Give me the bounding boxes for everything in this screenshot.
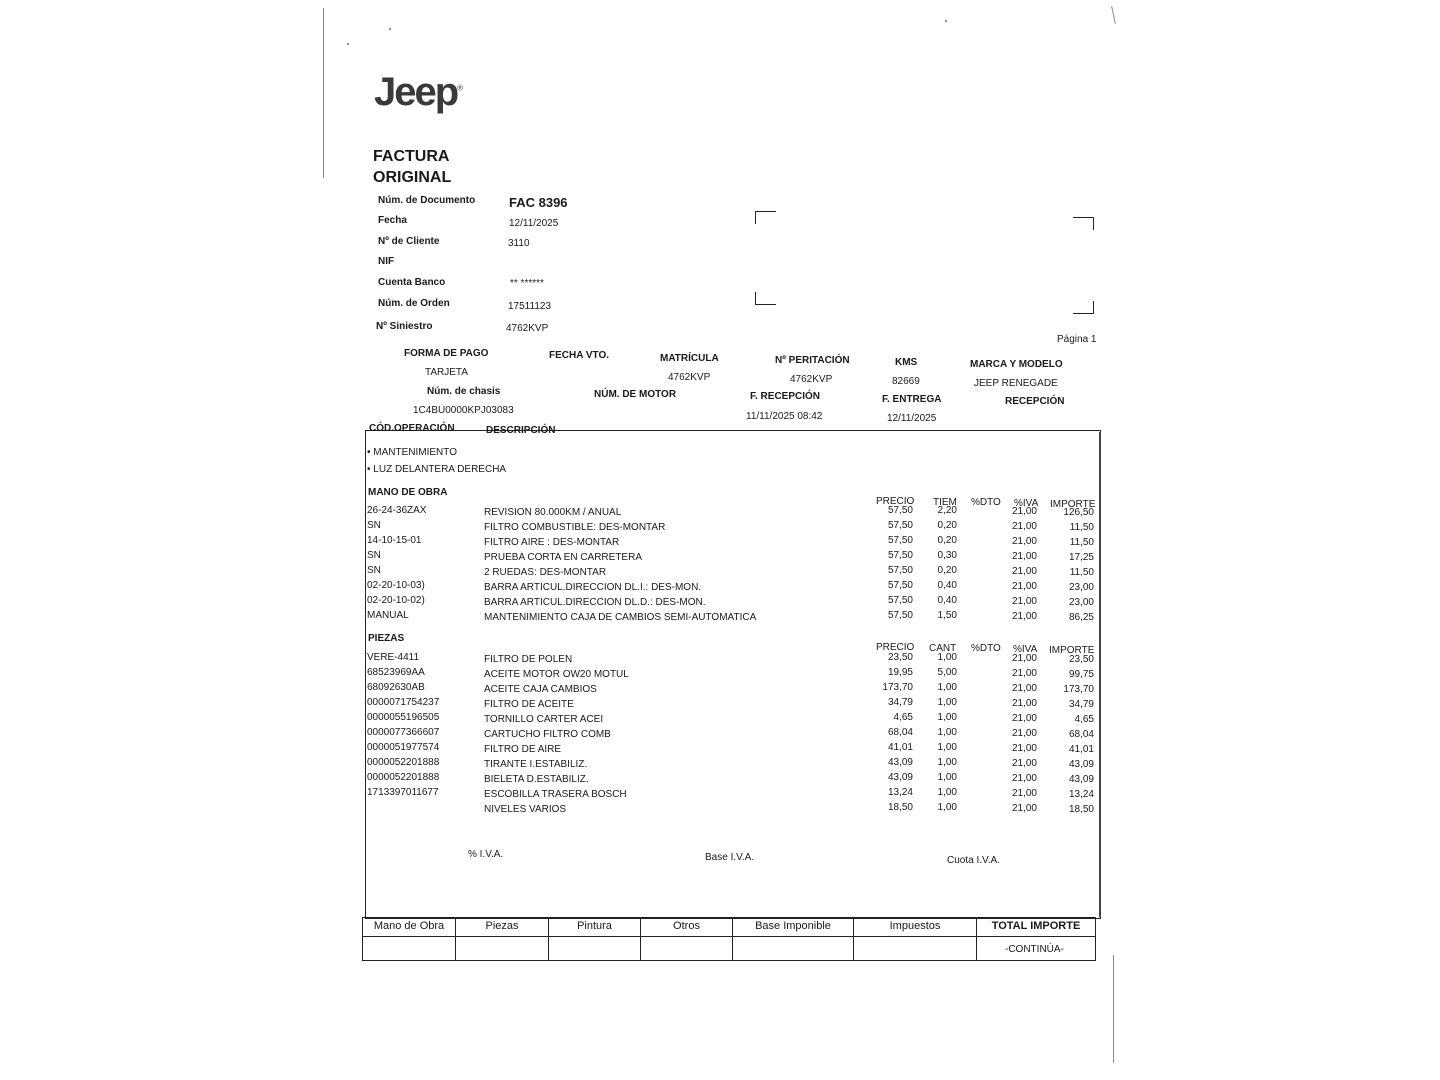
- labor-col-time: TIEM: [933, 497, 957, 508]
- labor-line-price: 57,50: [887, 610, 913, 621]
- labor-line-vat: 21,00: [1011, 506, 1037, 517]
- scan-edge-bottom-right: [1113, 955, 1114, 1063]
- part-line-quantity: 1,00: [937, 802, 957, 813]
- part-line-code: 0000051977574: [367, 742, 440, 753]
- labor-line-code: 02-20-10-03): [367, 580, 425, 591]
- field-label-bank: Cuenta Banco: [378, 277, 446, 288]
- labor-line-quantity: 0,20: [937, 535, 957, 546]
- totals-label-taxable-base: Base Imponible: [755, 920, 831, 932]
- totals-label-total: TOTAL IMPORTE: [991, 920, 1081, 932]
- totals-label-parts: Piezas: [485, 920, 519, 932]
- tax-label-vat-amount: Cuota I.V.A.: [947, 855, 1000, 866]
- totals-cell-total: [977, 918, 1095, 960]
- totals-label-others: Otros: [673, 920, 700, 932]
- field-label-doc-number: Núm. de Documento: [378, 195, 476, 206]
- field-value-claim: 4762KVP: [506, 323, 549, 334]
- section-title-parts: PIEZAS: [368, 633, 405, 644]
- labor-line-code: MANUAL: [367, 610, 409, 621]
- info-header-delivery-date: F. ENTREGA: [882, 394, 942, 405]
- totals-divider: [641, 936, 732, 937]
- note-maintenance: MANTENIMIENTO: [373, 447, 457, 458]
- part-line-description: ACEITE CAJA CAMBIOS: [484, 684, 597, 695]
- part-line-vat: 21,00: [1011, 728, 1037, 739]
- part-line-code: 1713397011677: [367, 787, 439, 798]
- part-line-price: 19,95: [887, 667, 913, 678]
- part-line-vat: 21,00: [1011, 803, 1037, 814]
- continua-label: -CONTINÚA-: [1005, 944, 1064, 955]
- field-value-order: 17511123: [508, 301, 552, 312]
- parts-col-vat: %IVA: [1013, 644, 1038, 655]
- scan-speck: [347, 43, 349, 45]
- totals-divider: [549, 936, 640, 937]
- labor-line-quantity: 0,20: [937, 520, 957, 531]
- info-value-payment: TARJETA: [425, 367, 468, 378]
- totals-label-taxes: Impuestos: [889, 920, 941, 932]
- labor-line-quantity: 0,40: [937, 595, 957, 606]
- part-line-quantity: 1,00: [937, 727, 957, 738]
- info-value-chassis: 1C4BU0000KPJ03083: [413, 405, 514, 416]
- labor-line-description: REVISION 80.000KM / ANUAL: [484, 507, 622, 518]
- scan-edge-top-right: [1111, 6, 1116, 24]
- part-line-quantity: 1,00: [937, 772, 957, 783]
- totals-divider: [854, 936, 976, 937]
- totals-cell-paint: [549, 918, 641, 960]
- labor-line-vat: 21,00: [1011, 551, 1037, 562]
- page-number: Página 1: [1057, 334, 1097, 345]
- part-line-vat: 21,00: [1011, 668, 1037, 679]
- part-line-quantity: 1,00: [937, 742, 957, 753]
- part-line-price: 23,50: [887, 652, 913, 663]
- labor-line-vat: 21,00: [1011, 566, 1037, 577]
- parts-col-amount: IMPORTE: [1049, 645, 1095, 656]
- totals-cell-taxable-base: [733, 918, 854, 960]
- labor-line-amount: 86,25: [1068, 612, 1094, 623]
- labor-line-quantity: 1,50: [937, 610, 957, 621]
- info-header-plate: MATRÍCULA: [660, 353, 719, 364]
- part-line-price: 173,70: [882, 682, 913, 693]
- part-line-vat: 21,00: [1011, 653, 1037, 664]
- part-line-amount: 99,75: [1068, 669, 1094, 680]
- field-label-date: Fecha: [378, 215, 407, 226]
- labor-line-amount: 23,00: [1068, 582, 1094, 593]
- info-header-make-model: MARCA Y MODELO: [970, 359, 1063, 370]
- labor-line-amount: 17,25: [1068, 552, 1094, 563]
- field-value-bank: ** ******: [510, 278, 544, 289]
- address-bracket-top-right: [1073, 217, 1094, 230]
- info-header-kms: KMS: [895, 357, 918, 368]
- part-line-amount: 43,09: [1068, 759, 1094, 770]
- jeep-logo: Jeep®: [374, 70, 464, 114]
- part-line-description: CARTUCHO FILTRO COMB: [484, 729, 611, 740]
- totals-cell-others: [641, 918, 733, 960]
- labor-line-price: 57,50: [887, 550, 913, 561]
- labor-line-quantity: 2,20: [937, 505, 957, 516]
- parts-col-discount: %DTO: [971, 643, 1001, 654]
- labor-col-amount: IMPORTE: [1050, 499, 1096, 510]
- labor-line-vat: 21,00: [1011, 596, 1037, 607]
- part-line-amount: 23,50: [1068, 654, 1094, 665]
- part-line-price: 68,04: [887, 727, 913, 738]
- note-line: • MANTENIMIENTO: [367, 447, 457, 458]
- part-line-amount: 43,09: [1068, 774, 1094, 785]
- info-header-engine: NÚM. DE MOTOR: [594, 389, 677, 400]
- labor-line-vat: 21,00: [1011, 581, 1037, 592]
- part-line-code: 0000071754237: [367, 697, 440, 708]
- part-line-quantity: 1,00: [937, 757, 957, 768]
- part-line-vat: 21,00: [1011, 698, 1037, 709]
- part-line-price: 43,09: [887, 772, 913, 783]
- part-line-vat: 21,00: [1011, 683, 1037, 694]
- scan-speck: [389, 28, 391, 30]
- field-value-date: 12/11/2025: [509, 218, 559, 229]
- info-value-plate: 4762KVP: [668, 372, 711, 383]
- labor-line-amount: 11,50: [1069, 522, 1094, 533]
- part-line-amount: 4,65: [1074, 714, 1094, 725]
- field-label-client: Nº de Cliente: [378, 236, 440, 247]
- labor-line-quantity: 0,20: [937, 565, 957, 576]
- part-line-description: ESCOBILLA TRASERA BOSCH: [484, 789, 627, 800]
- labor-line-code: 14-10-15-01: [367, 535, 422, 546]
- info-header-due-date: FECHA VTO.: [549, 350, 610, 361]
- parts-col-quantity: CANT: [929, 643, 957, 654]
- part-line-vat: 21,00: [1011, 743, 1037, 754]
- table-header-code: CÓD.OPERACIÓN: [369, 423, 455, 434]
- totals-cell-labor: [363, 918, 456, 960]
- labor-line-amount: 126,50: [1063, 507, 1094, 518]
- part-line-code: 0000055196505: [367, 712, 440, 723]
- info-header-reception: RECEPCIÓN: [1005, 396, 1065, 407]
- part-line-quantity: 1,00: [937, 682, 957, 693]
- labor-line-price: 57,50: [887, 505, 913, 516]
- part-line-price: 13,24: [887, 787, 913, 798]
- part-line-amount: 41,01: [1068, 744, 1094, 755]
- labor-col-discount: %DTO: [971, 497, 1001, 508]
- field-label-claim: Nº Siniestro: [376, 321, 433, 332]
- info-header-appraisal: Nº PERITACIÓN: [775, 355, 850, 366]
- part-line-code: VERE-4411: [367, 652, 420, 663]
- part-line-quantity: 1,00: [937, 787, 957, 798]
- labor-line-quantity: 0,30: [937, 550, 957, 561]
- totals-cell-taxes: [854, 918, 977, 960]
- address-bracket-bottom-left: [755, 292, 776, 305]
- info-header-chassis: Núm. de chasis: [427, 386, 501, 397]
- labor-line-price: 57,50: [887, 580, 913, 591]
- labor-line-description: MANTENIMIENTO CAJA DE CAMBIOS SEMI-AUTOMATICA: [484, 612, 757, 623]
- part-line-code: 0000052201888: [367, 772, 440, 783]
- labor-line-code: SN: [367, 565, 381, 576]
- note-line: • LUZ DELANTERA DERECHA: [367, 464, 507, 475]
- part-line-amount: 173,70: [1063, 684, 1094, 695]
- labor-line-price: 57,50: [887, 595, 913, 606]
- labor-line-description: FILTRO COMBUSTIBLE: DES-MONTAR: [484, 522, 666, 533]
- info-value-appraisal: 4762KVP: [790, 374, 833, 385]
- labor-line-code: 26-24-36ZAX: [367, 505, 427, 516]
- part-line-description: TORNILLO CARTER ACEI: [484, 714, 604, 725]
- labor-line-price: 57,50: [887, 520, 913, 531]
- labor-line-price: 57,50: [887, 535, 913, 546]
- totals-table: [362, 917, 1096, 961]
- labor-line-quantity: 0,40: [937, 580, 957, 591]
- part-line-vat: 21,00: [1011, 788, 1037, 799]
- tax-label-vat-base: Base I.V.A.: [705, 852, 755, 863]
- part-line-vat: 21,00: [1011, 758, 1037, 769]
- tax-label-vat-percent: % I.V.A.: [468, 849, 504, 860]
- table-header-description: DESCRIPCIÓN: [486, 425, 556, 436]
- labor-line-code: 02-20-10-02): [367, 595, 425, 606]
- note-front-light: LUZ DELANTERA DERECHA: [373, 464, 507, 475]
- labor-line-code: SN: [367, 520, 381, 531]
- scan-speck: [945, 20, 947, 22]
- parts-col-price: PRECIO: [876, 642, 915, 653]
- labor-col-price: PRECIO: [876, 496, 915, 507]
- totals-label-labor: Mano de Obra: [373, 920, 445, 932]
- part-line-code: 0000077366607: [367, 727, 440, 738]
- field-label-nif: NIF: [378, 256, 395, 267]
- labor-line-vat: 21,00: [1011, 521, 1037, 532]
- labor-line-vat: 21,00: [1011, 611, 1037, 622]
- totals-cell-parts: [456, 918, 549, 960]
- info-value-kms: 82669: [892, 376, 920, 387]
- info-header-reception-date: F. RECEPCIÓN: [750, 391, 821, 402]
- part-line-description: NIVELES VARIOS: [484, 804, 567, 815]
- part-line-amount: 68,04: [1068, 729, 1094, 740]
- info-header-payment: FORMA DE PAGO: [404, 348, 489, 359]
- field-value-doc-number: FAC 8396: [509, 195, 568, 210]
- labor-line-amount: 11,50: [1069, 567, 1094, 578]
- labor-col-vat: %IVA: [1014, 498, 1039, 509]
- totals-divider: [733, 936, 853, 937]
- labor-line-amount: 11,50: [1069, 537, 1094, 548]
- doc-title-original: ORIGINAL: [373, 169, 452, 186]
- part-line-price: 41,01: [887, 742, 913, 753]
- info-value-make-model: JEEP RENEGADE: [974, 378, 1058, 389]
- part-line-description: FILTRO DE POLEN: [484, 654, 573, 665]
- part-line-price: 4,65: [893, 712, 913, 723]
- part-line-vat: 21,00: [1011, 773, 1037, 784]
- address-bracket-bottom-right: [1073, 301, 1094, 314]
- field-label-order: Núm. de Orden: [378, 298, 450, 309]
- part-line-vat: 21,00: [1011, 713, 1037, 724]
- labor-line-description: BARRA ARTICUL.DIRECCION DL.D.: DES-MON.: [484, 597, 706, 608]
- part-line-quantity: 5,00: [937, 667, 957, 678]
- part-line-code: 68092630AB: [367, 682, 425, 693]
- labor-line-description: BARRA ARTICUL.DIRECCION DL.I.: DES-MON.: [484, 582, 702, 593]
- part-line-amount: 18,50: [1068, 804, 1094, 815]
- part-line-amount: 34,79: [1068, 699, 1094, 710]
- section-title-labor: MANO DE OBRA: [368, 487, 448, 498]
- part-line-quantity: 1,00: [937, 697, 957, 708]
- part-line-description: BIELETA D.ESTABILIZ.: [484, 774, 589, 785]
- part-line-code: 68523969AA: [367, 667, 425, 678]
- labor-line-description: FILTRO AIRE : DES-MONTAR: [484, 537, 620, 548]
- totals-divider: [363, 936, 455, 937]
- labor-line-description: 2 RUEDAS: DES-MONTAR: [484, 567, 607, 578]
- totals-label-paint: Pintura: [577, 920, 612, 932]
- totals-divider: [456, 936, 548, 937]
- part-line-price: 34,79: [887, 697, 913, 708]
- table-shadow-edge: [1099, 432, 1101, 917]
- labor-line-price: 57,50: [887, 565, 913, 576]
- address-bracket-top-left: [755, 211, 776, 224]
- labor-line-amount: 23,00: [1068, 597, 1094, 608]
- part-line-price: 18,50: [887, 802, 913, 813]
- part-line-code: 0000052201888: [367, 757, 440, 768]
- part-line-description: FILTRO DE AIRE: [484, 744, 562, 755]
- doc-title-factura: FACTURA: [373, 148, 450, 165]
- part-line-quantity: 1,00: [937, 652, 957, 663]
- part-line-price: 43,09: [887, 757, 913, 768]
- part-line-description: FILTRO DE ACEITE: [484, 699, 574, 710]
- totals-divider: [977, 936, 1095, 937]
- labor-line-code: SN: [367, 550, 381, 561]
- scan-edge-left: [323, 8, 324, 178]
- part-line-quantity: 1,00: [937, 712, 957, 723]
- info-value-reception-date: 11/11/2025 08:42: [746, 411, 823, 422]
- labor-line-vat: 21,00: [1011, 536, 1037, 547]
- field-value-client: 3110: [508, 238, 530, 249]
- labor-line-description: PRUEBA CORTA EN CARRETERA: [484, 552, 642, 563]
- part-line-description: ACEITE MOTOR OW20 MOTUL: [484, 669, 629, 680]
- part-line-description: TIRANTE I.ESTABILIZ.: [484, 759, 588, 770]
- info-value-delivery-date: 12/11/2025: [887, 413, 937, 424]
- part-line-amount: 13,24: [1068, 789, 1094, 800]
